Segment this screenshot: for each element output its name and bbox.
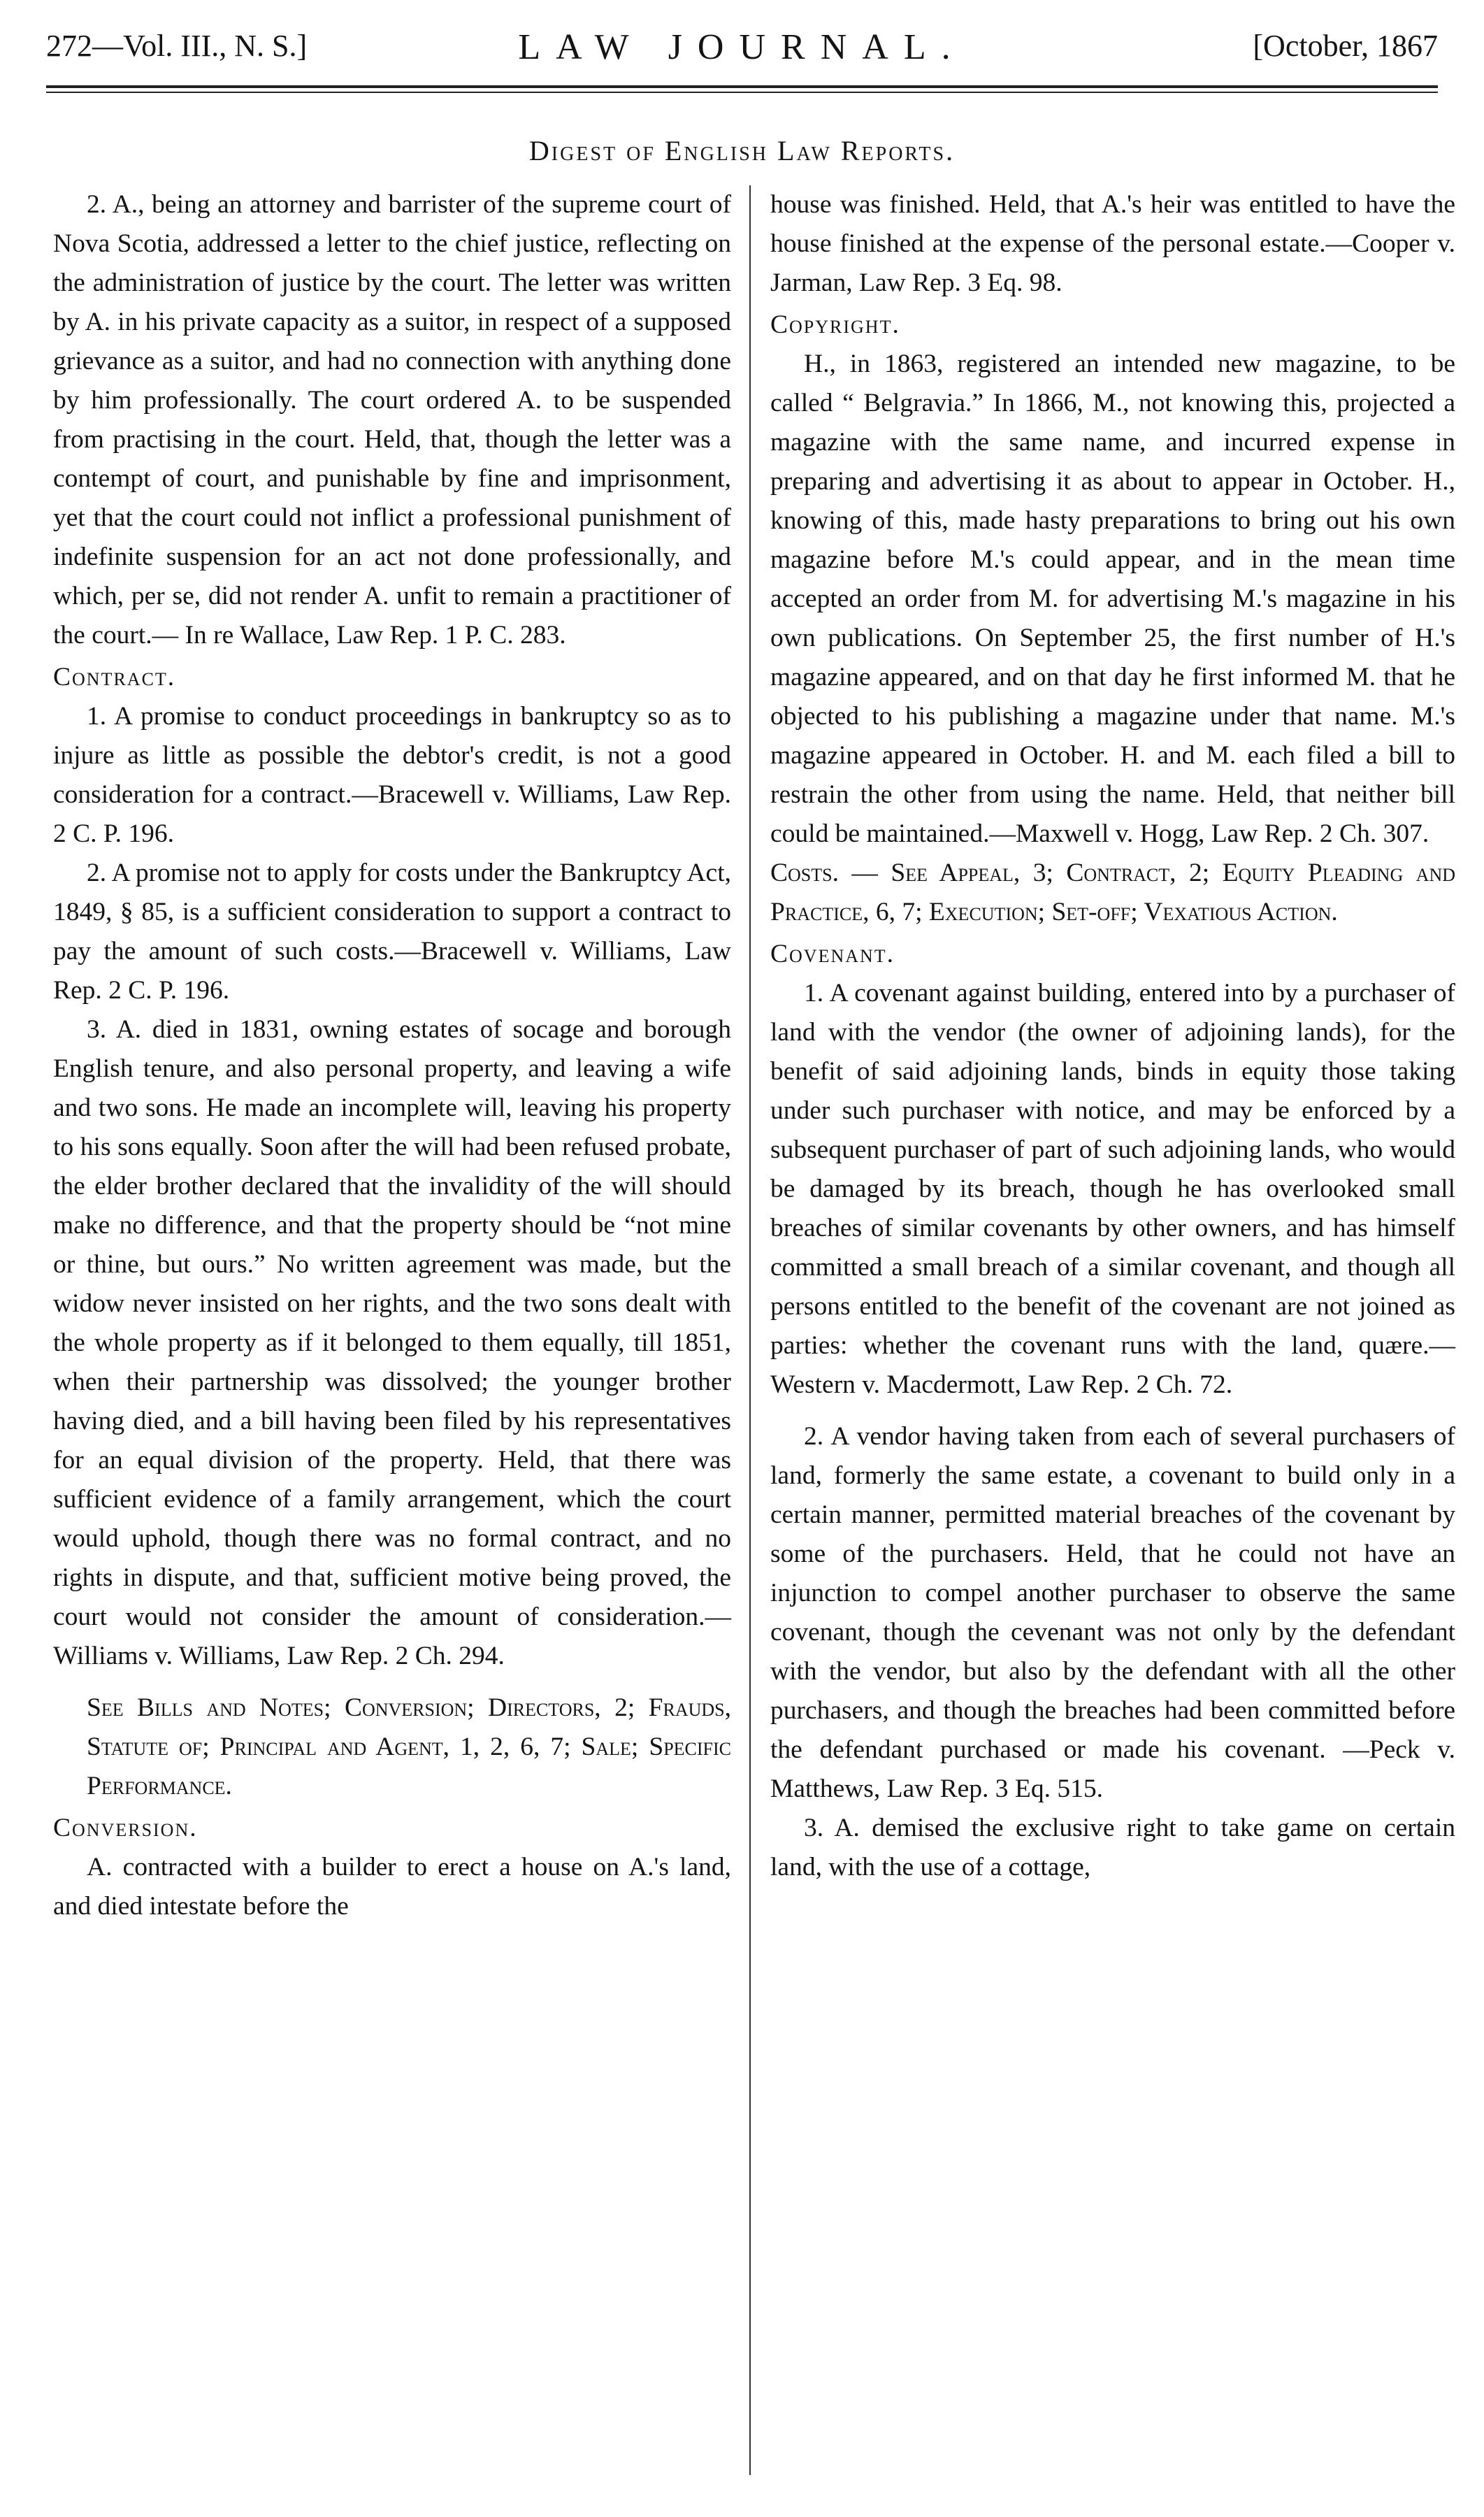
entry-contract-3: 3. A. died in 1831, owning estates of socage and borough English tenure, and also personal property, and leaving a wife and two sons. He made an incomplete will, leaving his property to his sons equally. Soon after the will had been refused probate, the elder brother declared that the invalidity of the will should make no difference, and that the property should be “not mine or thine, but ours.” No written agreement was made, but the widow never insisted on her rights, and the two sons dealt with the whole property as if it belonged to them equally, till 1851, when their partnership was dissolved; the younger brother having died, and a bill having been filed by his representatives for an equal division of the property. Held, that there was sufficient evidence of a family arrangement, which the court would uphold, though there was no formal contract, and no rights in dispute, and that, sufficient motive being proved, the court would not consider the amount of consideration.— Williams v. Williams, Law Rep. 2 Ch. 294. [53,1015,731,1670]
entry-covenant-1: 1. A covenant against building, entered into by a purchaser of land with the vendor (the owner of adjoining lands), for the benefit of said adjoining lands, binds in equity those taking under such purchaser with notice, and may be enforced by a subsequent purchaser of part of such adjoining lands, who would be damaged by its breach, though he has overlooked small breaches of similar covenants by other owners, and has himself committed a small breach of a similar covenant, and though all persons entitled to the benefit of the covenant are not joined as parties: whether the covenant runs with the land, quære.— Western v. Macdermott, Law Rep. 2 Ch. 72. [770,979,1455,1399]
left-column [53,185,731,2489]
header-rule-thin [46,92,1438,93]
entry-conversion-1: A. contracted with a builder to erect a house on A.'s land, and died intestate before the [53,1853,731,1921]
entry-copyright-1: H., in 1863, registered an intended new magazine, to be called “ Belgravia.” In 1866, M., not knowing this, projected a magazine with the same name, and incurred expense in preparing and advertising it as about to appear in October. H., knowing of this, made hasty preparations to bring out his own magazine before M.'s could appear, and in the mean time accepted an order from M. for advertising M.'s magazine in his own publications. On September 25, the first number of H.'s magazine appeared, and on that day he first informed M. that he objected to his publishing a magazine under that name. M.'s magazine appeared in October. H. and M. each filed a bill to restrain the other from using the name. Held, that neither bill could be maintained.—Maxwell v. Hogg, Law Rep. 2 Ch. 307. [770,350,1455,848]
contract-cross-reference: See Bills and Notes; Conversion; Directors, 2; Frauds, Statute of; Principal and Agent, 1, 2, 6, 7; Sale; Specific Performance. [87,1693,731,1800]
column-divider [749,185,751,2475]
header-rule-thick [46,85,1438,88]
spacer [770,1405,1455,1417]
costs-cross-reference: Costs. — See Appeal, 3; Contract, 2; Equity Pleading and Practice, 6, 7; Execution; Set-off; Vexatious Action. [770,859,1455,926]
issue-date: [October, 1867 [1253,29,1438,63]
entry-covenant-2: 2. A vendor having taken from each of several purchasers of land, formerly the same estate, a covenant to build only in a certain manner, permitted material breaches of the covenant by some of the purchasers. Held, that he could not have an injunction to compel another purchaser to observe the same covenant, though the cevenant was not only by the defendant with the vendor, but also by the defendant with all the other purchasers, and though the breaches had been committed before the defendant purchased or made his covenant. —Peck v. Matthews, Law Rep. 3 Eq. 515. [770,1422,1455,1803]
spacer [53,1676,731,1688]
entry-conversion-continued: house was finished. Held, that A.'s heir was entitled to have the house finished at the expense of the personal estate.—Cooper v. Jarman, Law Rep. 3 Eq. 98. [770,190,1455,297]
entry-covenant-3: 3. A. demised the exclusive right to take game on certain land, with the use of a cottage, [770,1814,1455,1881]
section-title: Digest of English Law Reports. [528,135,956,166]
entry-wallace: 2. A., being an attorney and barrister of the supreme court of Nova Scotia, addressed a letter to the chief justice, reflecting on the administration of justice by the court. The letter was written by A. in his private capacity as a suitor, in respect of a supposed grievance as a suitor, and had no connection with anything done by him professionally. The court ordered A. to be suspended from practising in the court. Held, that, though the letter was a contempt of court, and punishable by fine and imprisonment, yet that the court could not inflict a professional punishment of indefinite suspension for an act not done professionally, and which, per se, did not render A. unfit to remain a practitioner of the court.— In re Wallace, Law Rep. 1 P. C. 283. [53,190,731,650]
journal-title: LAW JOURNAL. [518,27,966,67]
right-column [770,185,1455,2489]
heading-contract: Contract. [53,663,176,691]
page-header [46,21,1438,98]
heading-conversion: Conversion. [53,1814,198,1842]
page-volume-label: 272—Vol. III., N. S.] [46,29,308,63]
entry-contract-2: 2. A promise not to apply for costs under the Bankruptcy Act, 1849, § 85, is a sufficient consideration to support a contract to pay the amount of such costs.—Bracewell v. Williams, Law Rep. 2 C. P. 196. [53,859,731,1005]
heading-copyright: Copyright. [770,310,900,339]
entry-contract-1: 1. A promise to conduct proceedings in bankruptcy so as to injure as little as possible the debtor's credit, is not a good consideration for a contract.—Bracewell v. Williams, Law Rep. 2 C. P. 196. [53,702,731,848]
heading-covenant: Covenant. [770,940,895,968]
